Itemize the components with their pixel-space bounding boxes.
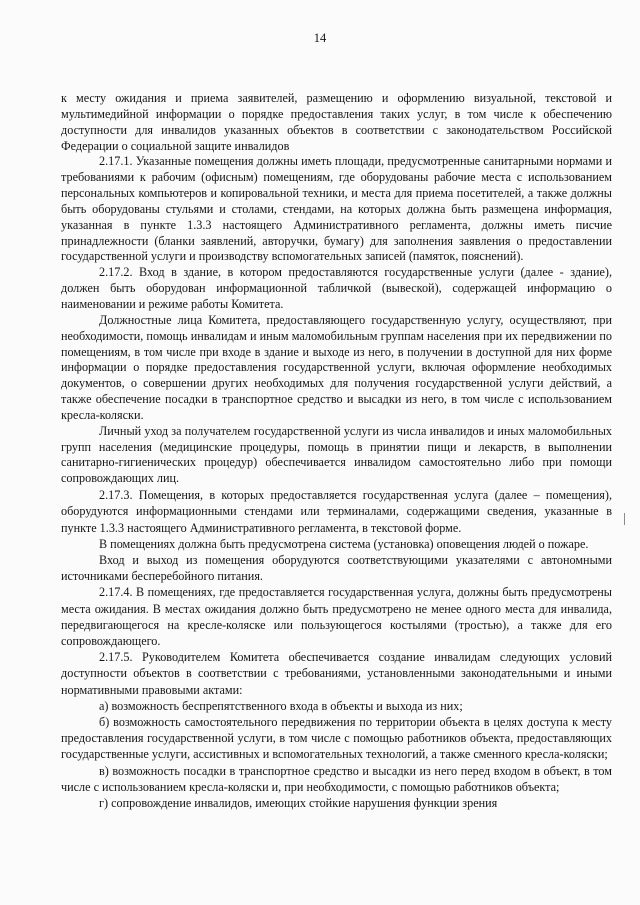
list-item-v: в) возможность посадки в транспортное средство и высадки из него перед входом в объект, в том числе с использованием кресла-коляски и, при необходимости, с помощью работников объекта;: [61, 763, 612, 794]
page-number: 14: [313, 31, 327, 45]
paragraph-2-17-2: 2.17.2. Вход в здание, в котором предоставляются государственные услуги (далее - здание), должен быть оборудован информационной табличкой (вывеской), содержащей информацию о наименовании и режиме работы Комитета.: [61, 265, 612, 311]
list-item-b: б) возможность самостоятельного передвижения по территории объекта в целях доступа к месту предоставления государственной услуги, в том числе с помощью работников объекта, предоставляющих государственные услуги, ассистивных и вспомогательных технологий, а также сменного кресла-коляски;: [61, 714, 612, 762]
paragraph-fire-alarm: В помещениях должна быть предусмотрена система (установка) оповещения людей о пожаре.: [99, 536, 589, 551]
list-item-a: а) возможность беспрепятственного входа в объекты и выхода из них;: [99, 698, 463, 713]
paragraph-2-17-5: 2.17.5. Руководителем Комитета обеспечивается создание инвалидам следующих условий доступности объектов в соответствии с требованиями, установленными законодательными и иными нормативными правовыми актами:: [61, 650, 612, 697]
paragraph-2-17-4: 2.17.4. В помещениях, где предоставляется государственная услуга, должны быть предусмотрены места ожидания. В местах ожидания должно быть предусмотрено не менее одного места для инвалида, передвигающегося на кресле-коляске или пользующегося костылями (тростью), а также для его сопровождающего.: [61, 585, 612, 648]
paragraph-entrance-signs: Вход и выход из помещения оборудуются соответствующими указателями с автономными источниками бесперебойного питания.: [61, 552, 612, 584]
document-body: [61, 91, 612, 811]
paragraph-personal-care: Личный уход за получателем государственной услуги из числа инвалидов и иных маломобильных групп населения (медицинские процедуры, помощь в принятии пищи и лекарств, в выполнении санитарно-гигиенических процедур) обеспечивается инвалидом самостоятельно либо при помощи сопровождающих лиц.: [61, 423, 612, 486]
margin-scan-mark: [624, 513, 625, 525]
paragraph-officials-assistance: Должностные лица Комитета, предоставляющего государственную услугу, осуществляют, при необходимости, помощь инвалидам и иным маломобильным группам населения при их передвижении по помещениям, в том числе при входе в здание и выходе из него, в получении в доступной для них форме информации о порядке предоставления государственной услуги, включая оформление необходимых документов, о совершении других необходимых для получения государственной услуги действий, а также обеспечение посадки в транспортное средство и высадки из него, в том числе с использованием кресла-коляски.: [61, 312, 612, 422]
paragraph-intro-continuation: к месту ожидания и приема заявителей, размещению и оформлению визуальной, текстовой и мультимедийной информации о порядке предоставления таких услуг, в том числе к обеспечению доступности для инвалидов указанных объектов в соответствии с законодательством Российской Федерации о социальной защите инвалидов: [61, 91, 612, 153]
list-item-g: г) сопровождение инвалидов, имеющих стойкие нарушения функции зрения: [99, 795, 498, 810]
paragraph-2-17-1: 2.17.1. Указанные помещения должны иметь площади, предусмотренные санитарными нормами и требованиями к рабочим (офисным) помещениям, где оборудованы рабочие места с использованием персональных компьютеров и копировальной техники, и места для приема посетителей, а также должны быть оборудованы стульями и столами, стендами, на которых должна быть размещена информация, указанная в пункте 1.3.3 настоящего Административного регламента, должны иметь писчие принадлежности (бланки заявлений, авторучки, бумагу) для заполнения заявления о предоставлении государственной услуги и производству вспомогательных записей (памяток, пояснений).: [61, 154, 612, 264]
paragraph-2-17-3: 2.17.3. Помещения, в которых предоставляется государственная услуга (далее – помещения), оборудуются информационными стендами или терминалами, содержащими сведения, указанные в пункте 1.3.3 настоящего Административного регламента, в текстовой форме.: [61, 488, 612, 535]
